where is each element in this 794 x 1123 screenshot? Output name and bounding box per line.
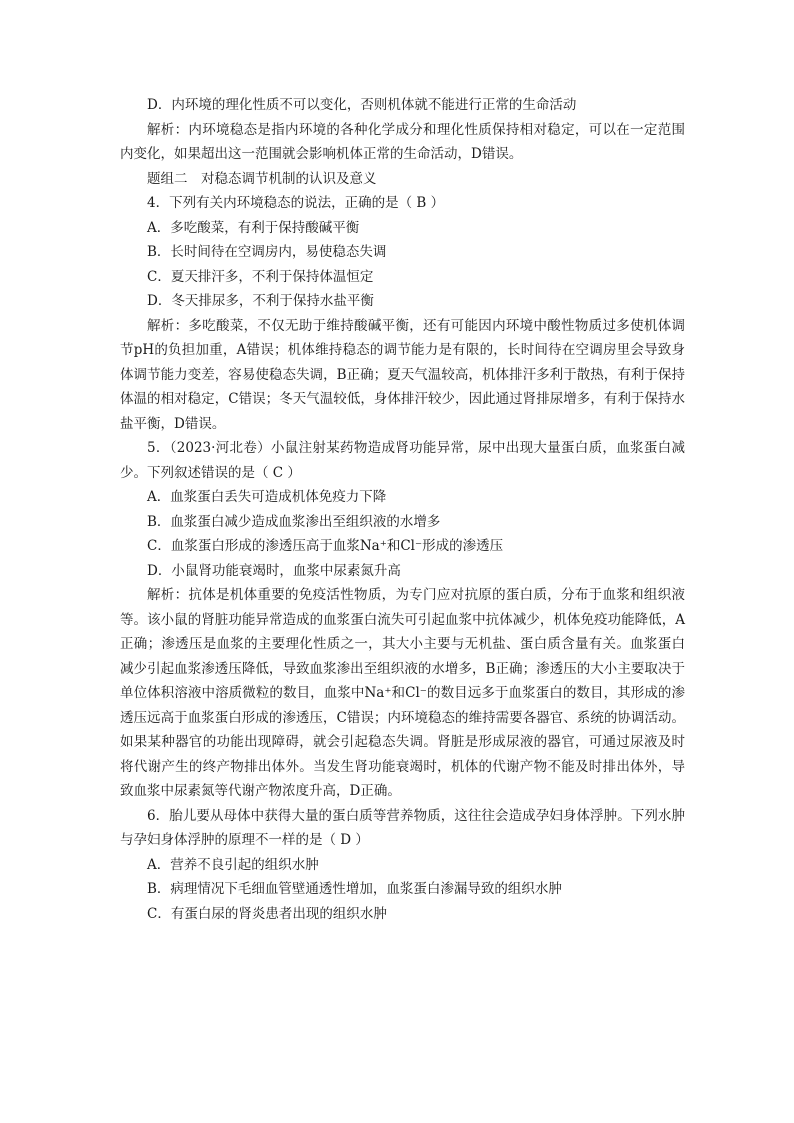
explanation-paragraph: 解析：内环境稳态是指内环境的各种化学成分和理化性质保持相对稳定，可以在一定范围内变化，如果超出这一范围就会影响机体正常的生命活动，D错误。	[120, 121, 685, 162]
question-stem: 5．（2023·河北卷）小鼠注射某药物造成肾功能异常，尿中出现大量蛋白质，血浆蛋白减少。下列叙述错误的是（ C ）	[120, 440, 685, 481]
option-line: A．多吃酸菜，有利于保持酸碱平衡	[147, 219, 360, 236]
option-line: C．血浆蛋白形成的渗透压高于血浆Na⁺和Cl⁻形成的渗透压	[147, 538, 504, 554]
section-heading: 题组二 对稳态调节机制的认识及意义	[147, 170, 377, 187]
option-line: D．小鼠肾功能衰竭时，血浆中尿素氮升高	[147, 562, 401, 579]
option-line: A．血浆蛋白丢失可造成机体免疫力下降	[147, 489, 387, 505]
question-stem: 6．胎儿要从母体中获得大量的蛋白质等营养物质，这往往会造成孕妇身体浮肿。下列水肿与孕妇身体浮肿的原理不一样的是（ D ）	[120, 807, 685, 848]
explanation-paragraph: 解析：抗体是机体重要的免疫活性物质，为专门应对抗原的蛋白质，分布于血浆和组织液等。该小鼠的肾脏功能异常造成的血浆蛋白流失可引起血浆中抗体减少，机体免疫功能降低，A正确；渗透压是血浆的主要理化性质之一，其大小主要与无机盐、蛋白质含量有关。血浆蛋白减少引起血浆渗透压降低，导致血浆渗出至组织液的水增多，B正确；渗透压的大小主要取决于单位体积溶液中溶质微粒的数目，血浆中Na⁺和Cl⁻的数目远多于血浆蛋白的数目，其形成的渗透压远高于血浆蛋白形成的渗透压，C错误；内环境稳态的维持需要各器官、系统的协调活动。如果某种器官的功能出现障碍，就会引起稳态失调。肾脏是形成尿液的器官，可通过尿液及时将代谢产生的终产物排出体外。当发生肾功能衰竭时，机体的代谢产物不能及时排出体外，导致血浆中尿素氮等代谢产物浓度升高，D正确。	[120, 587, 685, 799]
option-line: B．长时间待在空调房内，易使稳态失调	[147, 244, 387, 260]
option-line: C．有蛋白尿的肾炎患者出现的组织水肿	[147, 905, 387, 922]
question-stem: 4．下列有关内环境稳态的说法，正确的是（ B ）	[147, 195, 445, 211]
option-line: D．内环境的理化性质不可以变化，否则机体就不能进行正常的生命活动	[147, 97, 577, 113]
option-line: B．病理情况下毛细血管壁通透性增加，血浆蛋白渗漏导致的组织水肿	[147, 881, 562, 897]
option-line: A．营养不良引起的组织水肿	[147, 856, 319, 873]
option-line: B．血浆蛋白减少造成血浆渗出至组织液的水增多	[147, 513, 441, 530]
explanation-paragraph: 解析：多吃酸菜，不仅无助于维持酸碱平衡，还有可能因内环境中酸性物质过多使机体调节pH的负担加重，A错误；机体维持稳态的调节能力是有限的，长时间待在空调房里会导致身体调节能力变差，容易使稳态失调，B正确；夏天气温较高，机体排汗多利于散热，有利于保持体温的相对稳定，C错误；冬天气温较低，身体排汗较少，因此通过肾排尿增多，有利于保持水盐平衡，D错误。	[120, 317, 685, 432]
option-line: D．冬天排尿多，不利于保持水盐平衡	[147, 293, 374, 309]
document-body	[120, 93, 685, 926]
option-line: C．夏天排汗多，不利于保持体温恒定	[147, 268, 374, 285]
